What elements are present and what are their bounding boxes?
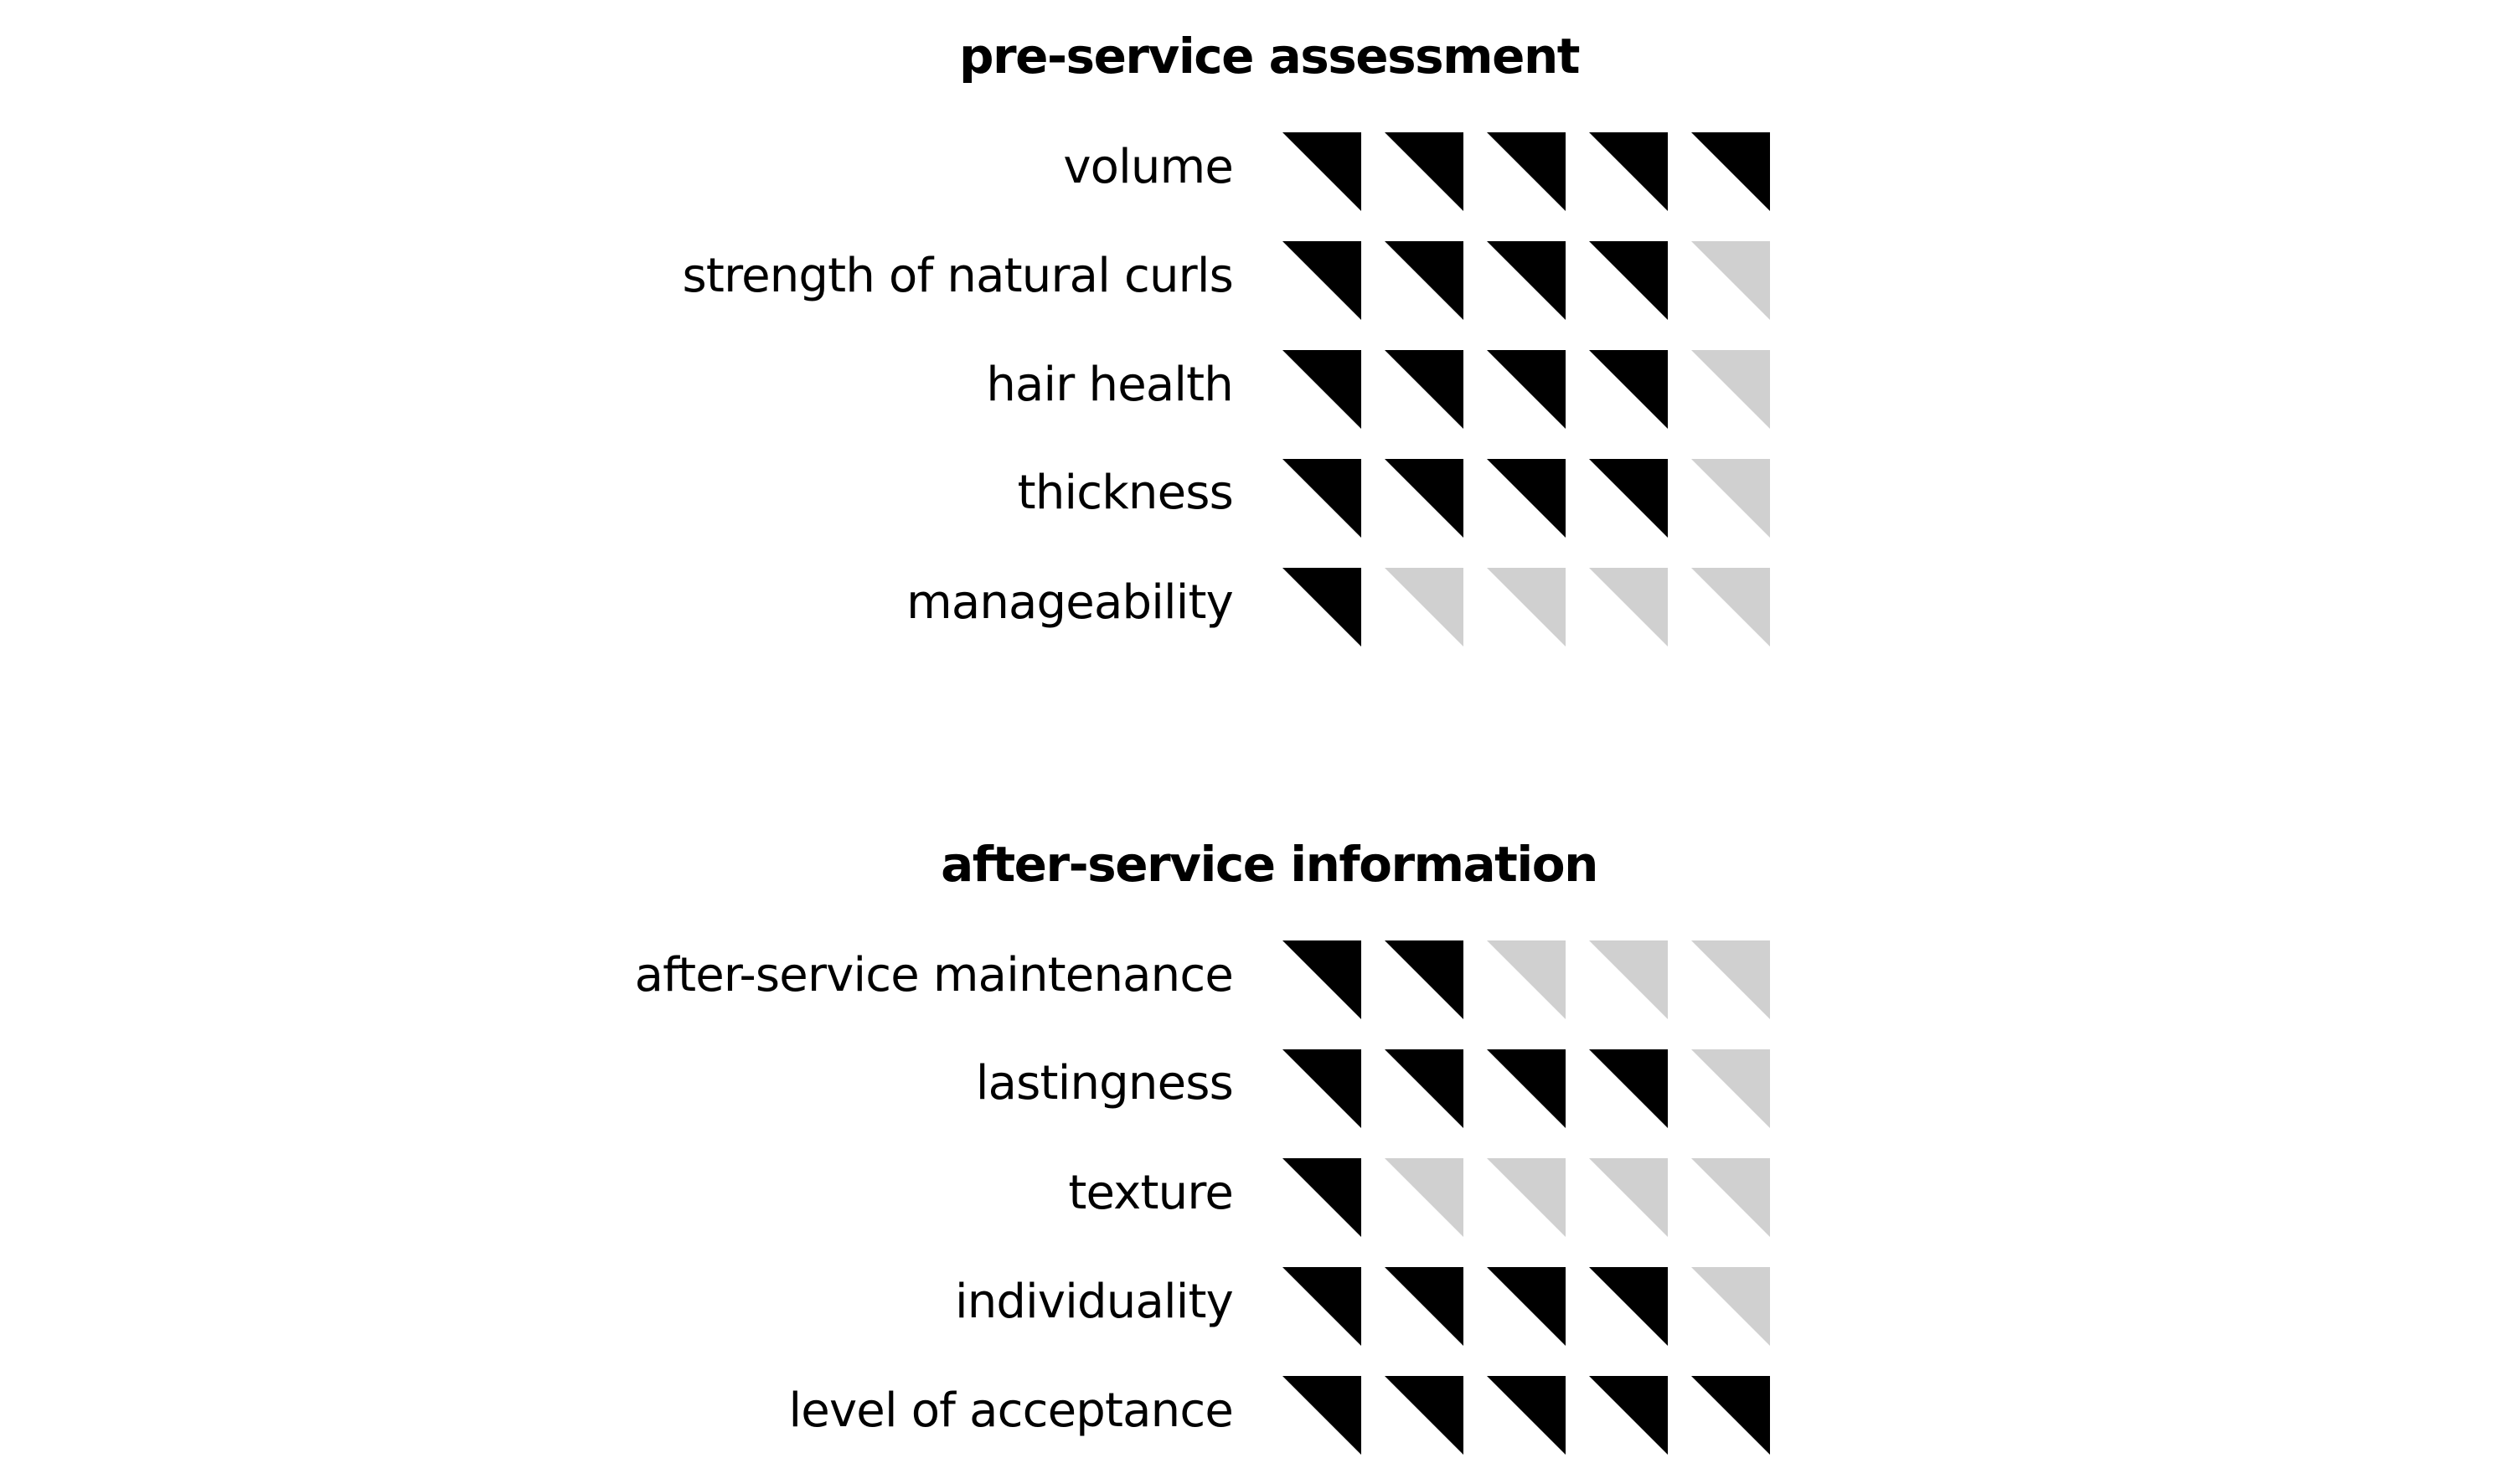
rating-triangle-empty-icon (1691, 241, 1770, 320)
rating-triangle-empty-icon (1487, 940, 1566, 1019)
rating-triangle-filled-icon (1385, 1376, 1463, 1455)
rating-triangle-filled-icon (1385, 241, 1463, 320)
rating-triangle-filled-icon (1282, 241, 1361, 320)
rating-triangle-filled-icon (1589, 1267, 1668, 1346)
rating-triangle-empty-icon (1589, 568, 1668, 647)
row-label-individuality: individuality (954, 1275, 1233, 1329)
row-label-volume: volume (1063, 140, 1233, 194)
rating-triangle-filled-icon (1589, 459, 1668, 538)
rating-triangle-filled-icon (1282, 940, 1361, 1019)
rating-triangle-filled-icon (1385, 1267, 1463, 1346)
row-label-hair-health: hair health (986, 358, 1233, 412)
section-title-after-service: after-service information (941, 836, 1597, 893)
rating-triangle-filled-icon (1589, 1376, 1668, 1455)
rating-triangle-empty-icon (1691, 459, 1770, 538)
rating-triangle-empty-icon (1691, 568, 1770, 647)
row-label-thickness: thickness (1017, 466, 1233, 520)
rating-triangle-filled-icon (1487, 1267, 1566, 1346)
rating-triangle-filled-icon (1589, 350, 1668, 429)
rating-triangle-empty-icon (1589, 1158, 1668, 1237)
section-title-pre-service: pre-service assessment (959, 28, 1579, 85)
rating-triangle-filled-icon (1385, 459, 1463, 538)
rating-triangle-filled-icon (1487, 241, 1566, 320)
rating-triangle-filled-icon (1487, 459, 1566, 538)
rating-triangle-filled-icon (1282, 1267, 1361, 1346)
rating-triangle-filled-icon (1691, 1376, 1770, 1455)
row-label-level-of-acceptance: level of acceptance (788, 1384, 1233, 1438)
rating-triangle-empty-icon (1385, 568, 1463, 647)
rating-triangle-filled-icon (1385, 132, 1463, 211)
rating-triangle-filled-icon (1282, 350, 1361, 429)
rating-triangle-empty-icon (1385, 1158, 1463, 1237)
rating-triangle-filled-icon (1487, 1049, 1566, 1128)
rating-triangle-filled-icon (1589, 241, 1668, 320)
rating-triangle-filled-icon (1385, 940, 1463, 1019)
rating-triangle-empty-icon (1691, 1158, 1770, 1237)
rating-triangle-filled-icon (1487, 132, 1566, 211)
row-label-lastingness: lastingness (975, 1056, 1233, 1110)
rating-triangle-filled-icon (1282, 568, 1361, 647)
row-label-strength-of-natural-curls: strength of natural curls (682, 249, 1233, 303)
rating-triangle-empty-icon (1589, 940, 1668, 1019)
rating-triangle-filled-icon (1691, 132, 1770, 211)
row-label-after-service-maintenance: after-service maintenance (634, 948, 1233, 1002)
rating-triangle-empty-icon (1691, 1049, 1770, 1128)
rating-triangle-filled-icon (1487, 1376, 1566, 1455)
row-label-manageability: manageability (906, 575, 1233, 630)
rating-triangle-filled-icon (1282, 1158, 1361, 1237)
rating-triangle-empty-icon (1487, 568, 1566, 647)
rating-triangle-filled-icon (1282, 1376, 1361, 1455)
rating-triangle-filled-icon (1589, 1049, 1668, 1128)
rating-triangle-filled-icon (1282, 459, 1361, 538)
rating-triangle-empty-icon (1691, 1267, 1770, 1346)
row-label-texture: texture (1068, 1166, 1233, 1220)
rating-triangle-empty-icon (1691, 350, 1770, 429)
rating-triangle-filled-icon (1589, 132, 1668, 211)
rating-triangle-empty-icon (1691, 940, 1770, 1019)
rating-triangle-filled-icon (1282, 1049, 1361, 1128)
rating-triangle-empty-icon (1487, 1158, 1566, 1237)
rating-triangle-filled-icon (1487, 350, 1566, 429)
rating-triangle-filled-icon (1282, 132, 1361, 211)
rating-triangle-filled-icon (1385, 1049, 1463, 1128)
rating-triangle-filled-icon (1385, 350, 1463, 429)
